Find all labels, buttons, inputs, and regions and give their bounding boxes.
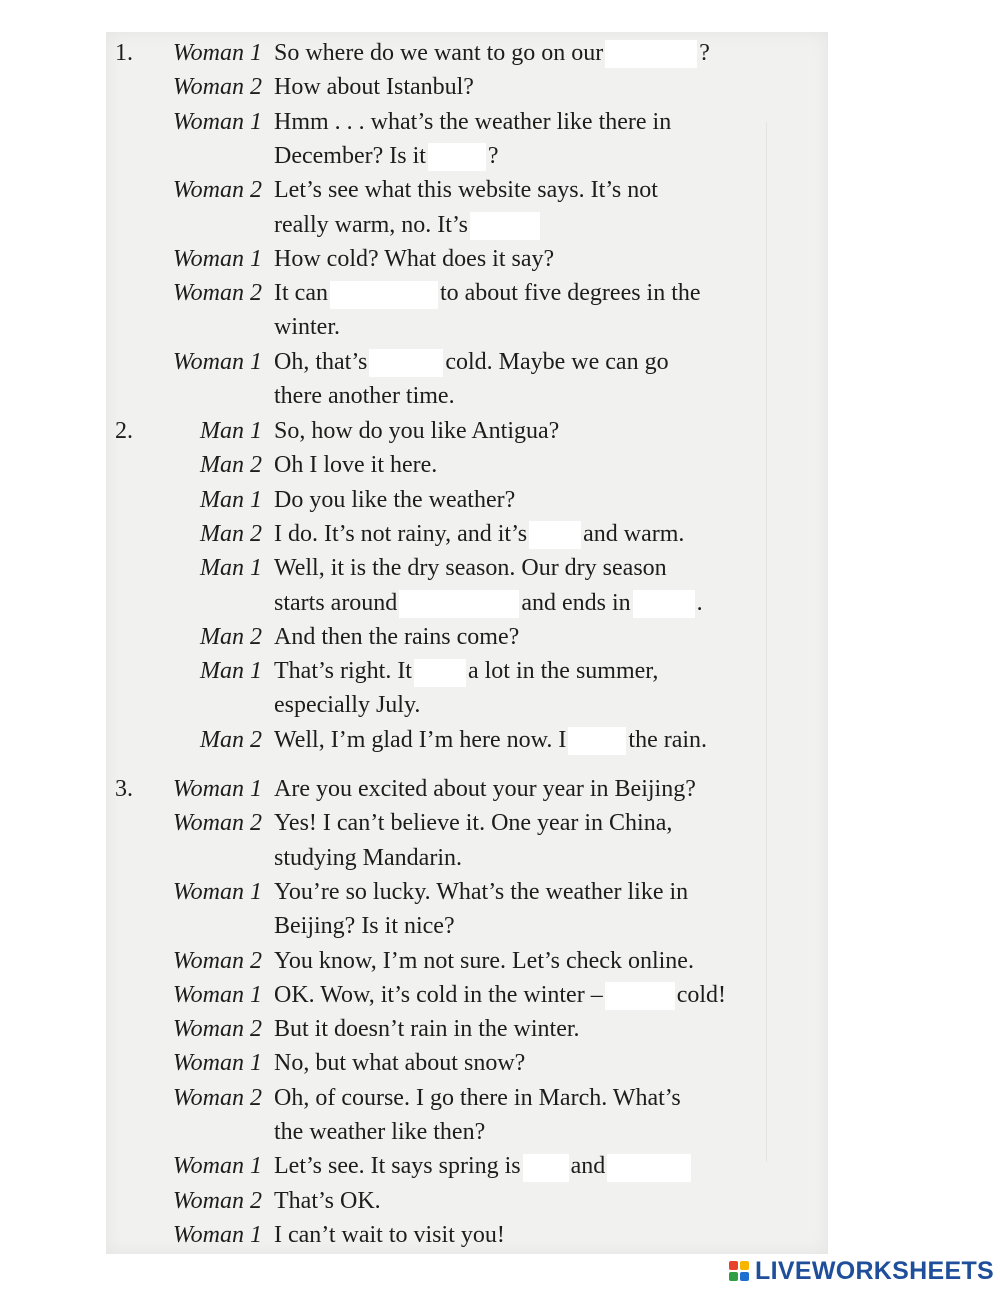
speaker-label: Man 1 bbox=[200, 418, 262, 444]
speaker-label: Woman 2 bbox=[172, 1187, 262, 1214]
logo-mark-square bbox=[740, 1272, 749, 1281]
dialogue-line bbox=[106, 70, 828, 104]
dialogue-line bbox=[106, 586, 828, 620]
text-segment: especially July. bbox=[274, 692, 421, 719]
text-segment: Oh, of course. I go there in March. What’s bbox=[274, 1084, 681, 1111]
speaker-label: Woman 2 bbox=[172, 947, 262, 974]
dialogue-line bbox=[106, 1081, 828, 1115]
dialogue-line bbox=[106, 654, 828, 688]
logo-mark-icon bbox=[729, 1261, 749, 1281]
section-number: 2. bbox=[115, 418, 133, 444]
section-number: 3. bbox=[115, 776, 133, 802]
logo-mark-square bbox=[740, 1261, 749, 1270]
dialogue-line bbox=[106, 36, 828, 70]
logo-mark-square bbox=[729, 1272, 738, 1281]
text-segment: starts around bbox=[274, 589, 398, 616]
line-text bbox=[274, 551, 667, 585]
line-text bbox=[274, 345, 669, 379]
line-text bbox=[274, 139, 499, 173]
text-segment: Oh, that’s bbox=[274, 348, 368, 375]
speaker-label: Man 2 bbox=[200, 726, 262, 753]
answer-blank-input[interactable] bbox=[414, 659, 466, 687]
text-segment: Oh I love it here. bbox=[274, 452, 438, 479]
text-segment: Let’s see. It says spring is bbox=[274, 1153, 521, 1180]
dialogue-line bbox=[106, 806, 828, 840]
line-text bbox=[274, 1218, 505, 1252]
dialogue-line bbox=[106, 1218, 828, 1252]
line-text bbox=[274, 688, 420, 722]
text-segment: and ends in bbox=[521, 589, 631, 616]
section-number: 1. bbox=[115, 40, 133, 66]
line-text bbox=[274, 1149, 693, 1183]
logo-mark-square bbox=[729, 1261, 738, 1270]
answer-blank-input[interactable] bbox=[470, 212, 540, 240]
dialogue-line bbox=[106, 1046, 828, 1080]
text-segment: cold. Maybe we can go bbox=[445, 348, 669, 375]
dialogue-line bbox=[106, 105, 828, 139]
dialogue-line bbox=[106, 688, 828, 722]
speaker-label: Woman 1 bbox=[172, 40, 262, 66]
dialogue-line bbox=[106, 139, 828, 173]
liveworksheets-logo[interactable] bbox=[729, 1256, 994, 1286]
line-text bbox=[274, 1081, 681, 1115]
text-segment: That’s right. It bbox=[274, 658, 412, 685]
line-text bbox=[274, 620, 519, 654]
line-text bbox=[274, 875, 688, 909]
text-segment: Yes! I can’t believe it. One year in China, bbox=[274, 810, 673, 837]
line-text bbox=[274, 414, 559, 448]
text-segment: How cold? What does it say? bbox=[274, 245, 555, 272]
text-segment: I can’t wait to visit you! bbox=[274, 1221, 505, 1248]
dialogue-line bbox=[106, 517, 828, 551]
text-segment: Well, I’m glad I’m here now. I bbox=[274, 726, 567, 753]
text-segment: Are you excited about your year in Beijing? bbox=[274, 776, 696, 802]
line-text bbox=[274, 310, 340, 344]
dialogue-line bbox=[106, 345, 828, 379]
text-segment: and warm. bbox=[583, 520, 685, 547]
speaker-label: Woman 2 bbox=[172, 1016, 262, 1043]
speaker-label: Woman 1 bbox=[172, 981, 262, 1008]
dialogue-line bbox=[106, 1012, 828, 1046]
text-segment: And then the rains come? bbox=[274, 623, 520, 650]
speaker-label: Woman 1 bbox=[172, 1050, 262, 1077]
dialogue-line bbox=[106, 276, 828, 310]
speaker-label: Woman 2 bbox=[172, 1084, 262, 1111]
line-text bbox=[274, 483, 515, 517]
text-segment: How about Istanbul? bbox=[274, 74, 474, 101]
speaker-label: Woman 1 bbox=[172, 776, 262, 802]
text-segment: I do. It’s not rainy, and it’s bbox=[274, 520, 528, 547]
text-segment: ? bbox=[487, 142, 499, 169]
dialogue-line bbox=[106, 841, 828, 875]
text-segment: But it doesn’t rain in the winter. bbox=[274, 1016, 580, 1043]
text-segment: No, but what about snow? bbox=[274, 1050, 526, 1077]
line-text bbox=[274, 448, 437, 482]
line-text bbox=[274, 841, 462, 875]
answer-blank-input[interactable] bbox=[399, 590, 519, 618]
speaker-label: Man 1 bbox=[200, 658, 262, 685]
dialogue-line bbox=[106, 772, 828, 806]
text-segment: So, how do you like Antigua? bbox=[274, 418, 560, 444]
line-text bbox=[274, 36, 710, 70]
speaker-label: Woman 1 bbox=[172, 878, 262, 905]
line-text bbox=[274, 242, 554, 276]
line-text bbox=[274, 517, 684, 551]
text-segment: So where do we want to go on our bbox=[274, 40, 604, 66]
text-segment: Do you like the weather? bbox=[274, 486, 516, 513]
speaker-label: Man 2 bbox=[200, 623, 262, 650]
line-text bbox=[274, 723, 707, 757]
dialogue-line bbox=[106, 448, 828, 482]
answer-blank-input[interactable] bbox=[529, 521, 581, 549]
text-segment: there another time. bbox=[274, 383, 455, 409]
text-segment: You know, I’m not sure. Let’s check online. bbox=[274, 947, 694, 974]
text-segment: the rain. bbox=[628, 726, 708, 753]
speaker-label: Woman 1 bbox=[172, 1153, 262, 1180]
line-text bbox=[274, 586, 703, 620]
speaker-label: Woman 1 bbox=[172, 245, 262, 272]
text-segment: really warm, no. It’s bbox=[274, 211, 468, 238]
text-segment: Well, it is the dry season. Our dry season bbox=[274, 555, 667, 582]
dialogue-line bbox=[106, 1115, 828, 1149]
dialogue-line bbox=[106, 379, 828, 413]
text-segment: You’re so lucky. What’s the weather like in bbox=[274, 878, 689, 905]
speaker-label: Woman 1 bbox=[172, 108, 262, 135]
text-segment: Let’s see what this website says. It’s not bbox=[274, 177, 658, 204]
dialogue-line bbox=[106, 944, 828, 978]
text-segment: studying Mandarin. bbox=[274, 844, 462, 871]
speaker-label: Man 2 bbox=[200, 452, 262, 479]
answer-blank-input[interactable] bbox=[568, 727, 626, 755]
line-text bbox=[274, 173, 658, 207]
answer-blank-input[interactable] bbox=[523, 1154, 569, 1182]
line-text bbox=[274, 909, 455, 943]
text-segment: That’s OK. bbox=[274, 1187, 381, 1214]
speaker-label: Woman 2 bbox=[172, 810, 262, 837]
worksheet-page bbox=[106, 32, 828, 1254]
text-segment: OK. Wow, it’s cold in the winter – bbox=[274, 981, 603, 1008]
text-segment: the weather like then? bbox=[274, 1119, 486, 1145]
speaker-label: Woman 2 bbox=[172, 177, 262, 204]
dialogue-line bbox=[106, 310, 828, 344]
line-text bbox=[274, 1046, 525, 1080]
line-text bbox=[274, 70, 474, 104]
line-text bbox=[274, 1184, 381, 1218]
line-text bbox=[274, 1012, 580, 1046]
line-text bbox=[274, 1115, 485, 1149]
speaker-label: Woman 1 bbox=[172, 348, 262, 375]
text-segment: December? Is it bbox=[274, 142, 426, 169]
speaker-label: Man 1 bbox=[200, 486, 262, 513]
text-segment: to about five degrees in the bbox=[439, 280, 701, 307]
dialogue-line bbox=[106, 414, 828, 448]
line-text bbox=[274, 654, 658, 688]
dialogue-line bbox=[106, 1184, 828, 1218]
text-segment: a lot in the summer, bbox=[467, 658, 659, 685]
speaker-label: Man 1 bbox=[200, 555, 262, 582]
answer-blank-input[interactable] bbox=[605, 40, 697, 68]
text-segment: winter. bbox=[274, 314, 340, 341]
line-text bbox=[274, 944, 694, 978]
line-text bbox=[274, 772, 696, 806]
dialogue-line bbox=[106, 483, 828, 517]
line-text bbox=[274, 806, 672, 840]
speaker-label: Woman 1 bbox=[172, 1221, 262, 1248]
text-segment: Hmm . . . what’s the weather like there in bbox=[274, 108, 672, 135]
speaker-label: Man 2 bbox=[200, 520, 262, 547]
text-segment: and bbox=[570, 1153, 606, 1180]
line-text bbox=[274, 276, 701, 310]
text-segment: Beijing? Is it nice? bbox=[274, 913, 455, 940]
answer-blank-input[interactable] bbox=[428, 143, 486, 171]
line-text bbox=[274, 978, 726, 1012]
line-text bbox=[274, 105, 671, 139]
line-text bbox=[274, 208, 542, 242]
speaker-label: Woman 2 bbox=[172, 280, 262, 307]
answer-blank-input[interactable] bbox=[330, 281, 438, 309]
logo-text: LIVEWORKSHEETS bbox=[755, 1256, 994, 1285]
answer-blank-input[interactable] bbox=[605, 982, 675, 1010]
dialogue-line bbox=[106, 875, 828, 909]
text-segment: It can bbox=[274, 280, 328, 307]
answer-blank-input[interactable] bbox=[369, 349, 443, 377]
dialogue-line bbox=[106, 551, 828, 585]
dialogue-line bbox=[106, 723, 828, 757]
dialogue-line bbox=[106, 1149, 828, 1183]
text-segment: cold! bbox=[676, 981, 727, 1008]
dialogue-line bbox=[106, 620, 828, 654]
dialogue-line bbox=[106, 909, 828, 943]
answer-blank-input[interactable] bbox=[633, 590, 695, 618]
text-segment: . bbox=[696, 589, 703, 616]
answer-blank-input[interactable] bbox=[607, 1154, 691, 1182]
line-text bbox=[274, 379, 455, 413]
dialogue-line bbox=[106, 173, 828, 207]
text-segment: ? bbox=[699, 40, 710, 66]
dialogue-line bbox=[106, 208, 828, 242]
speaker-label: Woman 2 bbox=[172, 74, 262, 101]
dialogue-line bbox=[106, 978, 828, 1012]
dialogue-line bbox=[106, 242, 828, 276]
